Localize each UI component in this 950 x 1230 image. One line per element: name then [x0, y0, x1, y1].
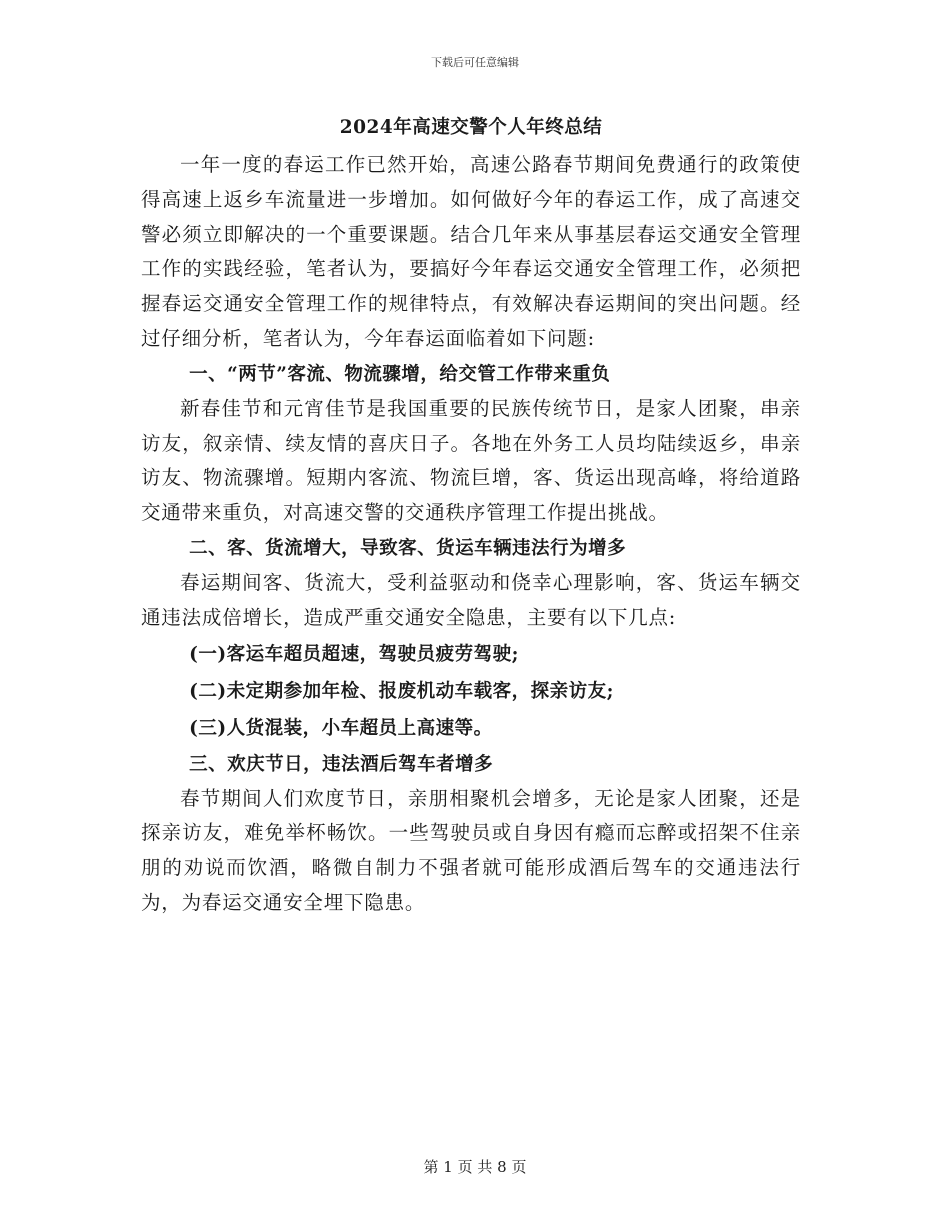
- section-2-item-1: (一)客运车超员超速，驾驶员疲劳驾驶;: [189, 643, 519, 665]
- header-note: 下载后可任意编辑: [431, 56, 519, 69]
- section-3-paragraph: 春节期间人们欢度节日，亲朋相聚机会增多，无论是家人团聚，还是探亲访友，难免举杯畅饮。一些驾驶员或自身因有瘾而忘醉或招架不住亲朋的劝说而饮酒，略微自制力不强者就可能形成酒后驾车的交通违法行为，为春运交通安全埋下隐患。: [141, 786, 801, 914]
- intro-paragraph: 一年一度的春运工作已然开始，高速公路春节期间免费通行的政策使得高速上返乡车流量进一步增加。如何做好今年的春运工作，成了高速交警必须立即解决的一个重要课题。结合几年来从事基层春运交通安全管理工作的实践经验，笔者认为，要搞好今年春运交通安全管理工作，必须把握春运交通安全管理工作的规律特点，有效解决春运期间的突出问题。经过仔细分析，笔者认为，今年春运面临着如下问题:: [141, 153, 801, 350]
- section-3-heading: 三、欢庆节日，违法酒后驾车者增多: [189, 753, 494, 775]
- section-1-heading: 一、“两节”客流、物流骤增，给交管工作带来重负: [189, 363, 611, 385]
- document-title: 2024年高速交警个人年终总结: [339, 117, 603, 138]
- section-2-item-3: (三)人货混装，小车超员上高速等。: [189, 717, 493, 739]
- section-2-heading: 二、客、货流增大，导致客、货运车辆违法行为增多: [189, 537, 627, 559]
- document-body: [141, 108, 801, 921]
- section-1-paragraph: 新春佳节和元宵佳节是我国重要的民族传统节日，是家人团聚，串亲访友，叙亲情、续友情的喜庆日子。各地在外务工人员均陆续返乡，串亲访友、物流骤增。短期内客流、物流巨增，客、货运出现高峰，将给道路交通带来重负，对高速交警的交通秩序管理工作提出挑战。: [141, 396, 801, 525]
- section-2-paragraph: 春运期间客、货流大，受利益驱动和侥幸心理影响，客、货运车辆交通违法成倍增长，造成严重交通安全隐患，主要有以下几点:: [141, 570, 801, 629]
- page-footer: 第 1 页 共 8 页: [423, 1158, 527, 1176]
- section-2-item-2: (二)未定期参加年检、报废机动车载客，探亲访友;: [189, 680, 614, 702]
